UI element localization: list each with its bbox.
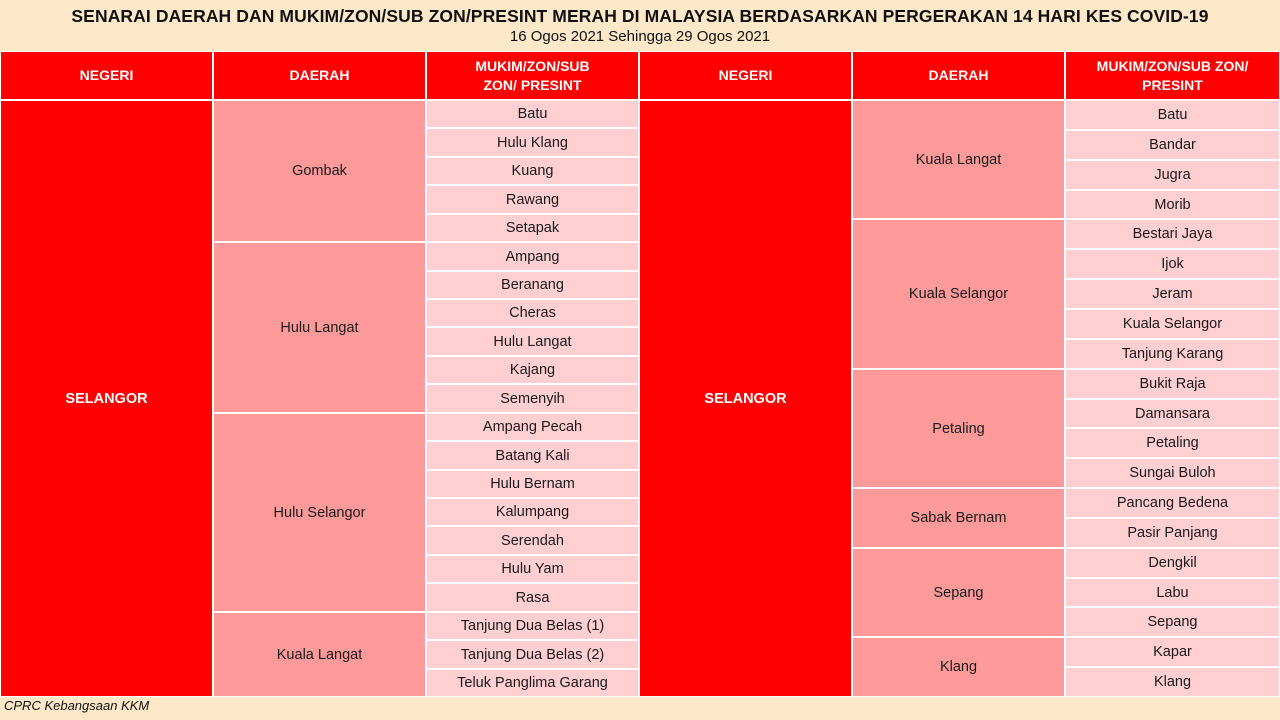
- header-mukim: MUKIM/ZON/SUB ZON/ PRESINT: [426, 51, 639, 100]
- daerah-cell: Petaling: [852, 369, 1065, 488]
- daerah-cell: Hulu Selangor: [213, 413, 426, 612]
- daerah-cell: Kuala Langat: [213, 612, 426, 697]
- mukim-cell: Morib: [1065, 190, 1280, 219]
- mukim-cell: Jeram: [1065, 279, 1280, 309]
- page-header: [0, 0, 1280, 50]
- mukim-cell: Cheras: [426, 299, 639, 327]
- mukim-cell: Batu: [1065, 100, 1280, 130]
- mukim-cell: Sungai Buloh: [1065, 458, 1280, 488]
- mukim-cell: Rasa: [426, 583, 639, 612]
- mukim-cell: Tanjung Karang: [1065, 339, 1280, 369]
- mukim-cell: Ijok: [1065, 249, 1280, 279]
- daerah-cell: Sepang: [852, 548, 1065, 637]
- mukim-cell: Ampang: [426, 242, 639, 271]
- mukim-cell: Petaling: [1065, 428, 1280, 458]
- source-credit: CPRC Kebangsaan KKM: [4, 698, 150, 713]
- mukim-cell: Batu: [426, 100, 639, 128]
- mukim-cell: Damansara: [1065, 399, 1280, 428]
- mukim-cell: Tanjung Dua Belas (2): [426, 640, 639, 669]
- mukim-cell: Pasir Panjang: [1065, 518, 1280, 548]
- mukim-cell: Rawang: [426, 185, 639, 214]
- mukim-cell: Bukit Raja: [1065, 369, 1280, 399]
- mukim-cell: Semenyih: [426, 384, 639, 413]
- mukim-cell: Sepang: [1065, 607, 1280, 637]
- mukim-cell: Hulu Yam: [426, 555, 639, 583]
- mukim-cell: Tanjung Dua Belas (1): [426, 612, 639, 640]
- mukim-cell: Teluk Panglima Garang: [426, 669, 639, 697]
- mukim-cell: Kalumpang: [426, 498, 639, 526]
- daerah-cell: Gombak: [213, 100, 426, 242]
- daerah-cell: Klang: [852, 637, 1065, 697]
- header-daerah: DAERAH: [213, 51, 426, 100]
- mukim-cell: Bestari Jaya: [1065, 219, 1280, 249]
- header-mukim: MUKIM/ZON/SUB ZON/ PRESINT: [1065, 51, 1280, 100]
- mukim-cell: Serendah: [426, 526, 639, 555]
- mukim-cell: Kajang: [426, 356, 639, 384]
- header-daerah: DAERAH: [852, 51, 1065, 100]
- mukim-cell: Setapak: [426, 214, 639, 242]
- red-zone-table: [0, 51, 1280, 697]
- mukim-cell: Kuala Selangor: [1065, 309, 1280, 339]
- negeri-cell: SELANGOR: [0, 100, 213, 697]
- mukim-cell: Hulu Langat: [426, 327, 639, 356]
- mukim-cell: Ampang Pecah: [426, 413, 639, 441]
- mukim-cell: Hulu Bernam: [426, 470, 639, 498]
- mukim-cell: Bandar: [1065, 130, 1280, 160]
- daerah-cell: Kuala Selangor: [852, 219, 1065, 369]
- mukim-cell: Hulu Klang: [426, 128, 639, 157]
- mukim-cell: Batang Kali: [426, 441, 639, 470]
- mukim-cell: Kuang: [426, 157, 639, 185]
- mukim-cell: Jugra: [1065, 160, 1280, 190]
- header-negeri: NEGERI: [639, 51, 852, 100]
- mukim-cell: Labu: [1065, 578, 1280, 607]
- negeri-cell: SELANGOR: [639, 100, 852, 697]
- mukim-cell: Kapar: [1065, 637, 1280, 667]
- daerah-cell: Sabak Bernam: [852, 488, 1065, 548]
- header-negeri: NEGERI: [0, 51, 213, 100]
- daerah-cell: Kuala Langat: [852, 100, 1065, 219]
- date-range: 16 Ogos 2021 Sehingga 29 Ogos 2021: [509, 28, 771, 45]
- mukim-cell: Klang: [1065, 667, 1280, 697]
- page-title: SENARAI DAERAH DAN MUKIM/ZON/SUB ZON/PRESINT MERAH DI MALAYSIA BERDASARKAN PERGERAKAN 14 HARI KES COVID-19: [71, 6, 1209, 26]
- mukim-cell: Pancang Bedena: [1065, 488, 1280, 518]
- mukim-cell: Dengkil: [1065, 548, 1280, 578]
- daerah-cell: Hulu Langat: [213, 242, 426, 413]
- mukim-cell: Beranang: [426, 271, 639, 299]
